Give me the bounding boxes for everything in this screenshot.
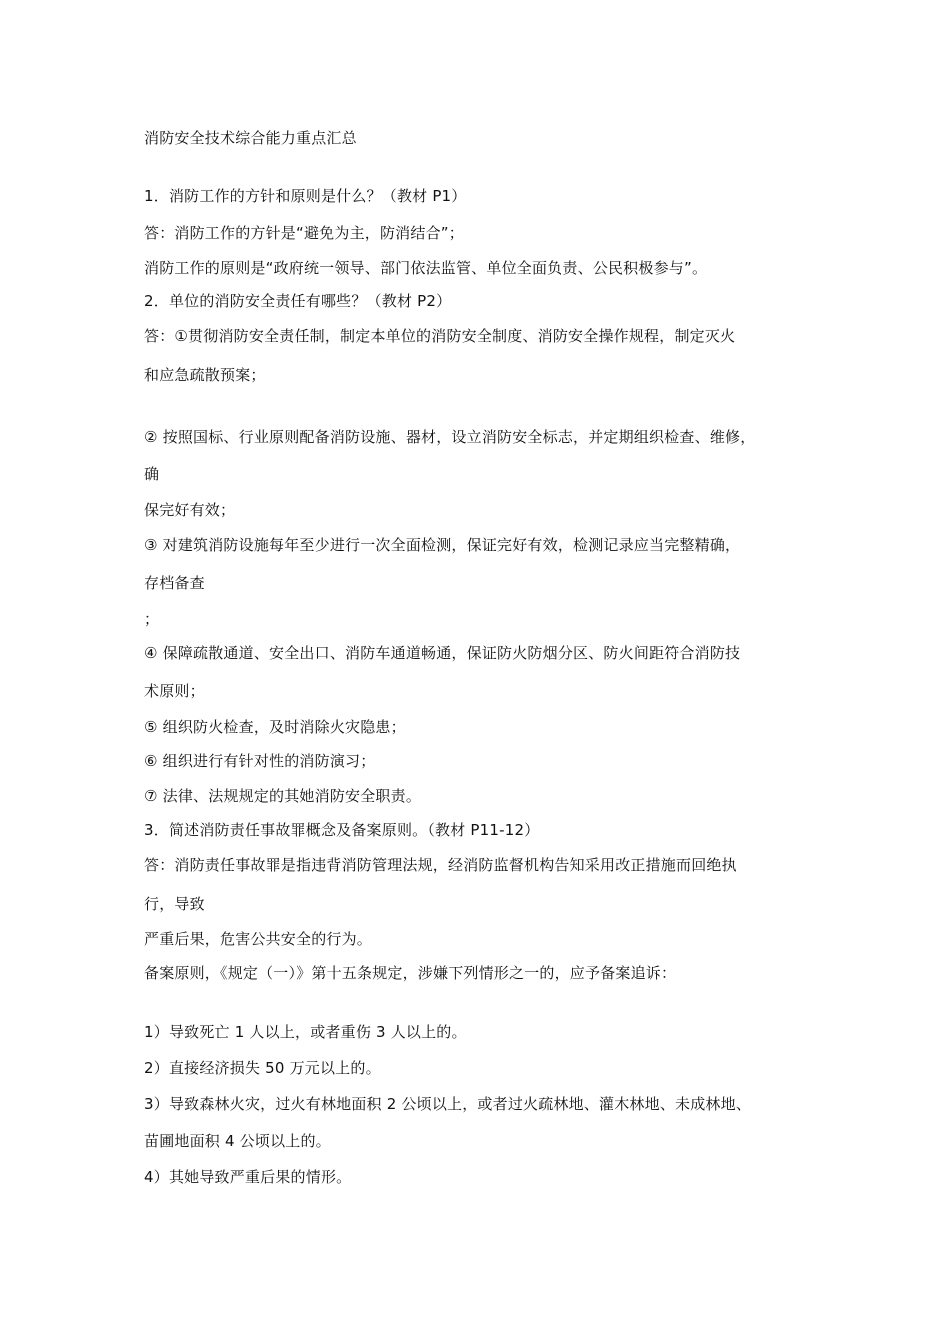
- question-1: 1．消防工作的方针和原则是什么？（教材 P1）: [144, 187, 467, 205]
- answer-1-line-1: 答：消防工作的方针是“避免为主，防消结合”；: [144, 224, 464, 242]
- filing-item-4: 4）其她导致严重后果的情形。: [144, 1168, 352, 1186]
- answer-2-item-3-line-3: ；: [144, 610, 160, 628]
- answer-2-item-2-line-3: 保完好有效；: [144, 501, 236, 519]
- answer-2-item-2-line-1: ② 按照国标、行业原则配备消防设施、器材，设立消防安全标志，并定期组织检查、维修，: [144, 428, 756, 446]
- answer-1-line-2: 消防工作的原则是“政府统一领导、部门依法监管、单位全面负责、公民积极参与”。: [144, 259, 708, 277]
- question-3: 3．简述消防责任事故罪概念及备案原则。（教材 P11-12）: [144, 821, 540, 839]
- filing-item-2: 2）直接经济损失 50 万元以上的。: [144, 1059, 381, 1077]
- filing-item-1: 1）导致死亡 1 人以上，或者重伤 3 人以上的。: [144, 1023, 467, 1041]
- answer-2-item-7: ⑦ 法律、法规规定的其她消防安全职责。: [144, 787, 422, 805]
- answer-2-item-6: ⑥ 组织进行有针对性的消防演习；: [144, 752, 376, 770]
- answer-2-line-2: 和应急疏散预案；: [144, 366, 266, 384]
- answer-2-line-1: 答：①贯彻消防安全责任制，制定本单位的消防安全制度、消防安全操作规程，制定灭火: [144, 327, 736, 345]
- filing-principle: 备案原则，《规定（一）》第十五条规定，涉嫌下列情形之一的，应予备案追诉：: [144, 964, 677, 982]
- answer-2-item-4-line-1: ④ 保障疏散通道、安全出口、消防车通道畅通，保证防火防烟分区、防火间距符合消防技: [144, 644, 741, 662]
- question-2: 2．单位的消防安全责任有哪些？（教材 P2）: [144, 292, 452, 310]
- answer-2-item-3-line-2: 存档备查: [144, 574, 205, 592]
- answer-2-item-5: ⑤ 组织防火检查，及时消除火灾隐患；: [144, 718, 406, 736]
- document-title: 消防安全技术综合能力重点汇总: [144, 129, 357, 147]
- answer-3-line-3: 严重后果，危害公共安全的行为。: [144, 930, 373, 948]
- answer-3-line-1: 答：消防责任事故罪是指违背消防管理法规，经消防监督机构告知采用改正措施而回绝执: [144, 856, 737, 874]
- answer-3-line-2: 行，导致: [144, 895, 205, 913]
- answer-2-item-4-line-2: 术原则；: [144, 682, 205, 700]
- answer-2-item-3-line-1: ③ 对建筑消防设施每年至少进行一次全面检测，保证完好有效，检测记录应当完整精确，: [144, 536, 741, 554]
- filing-item-3-line-1: 3）导致森林火灾，过火有林地面积 2 公顷以上，或者过火疏林地、灌木林地、未成林地、: [144, 1095, 752, 1113]
- answer-2-item-2-line-2: 确: [144, 465, 160, 483]
- filing-item-3-line-2: 苗圃地面积 4 公顷以上的。: [144, 1132, 331, 1150]
